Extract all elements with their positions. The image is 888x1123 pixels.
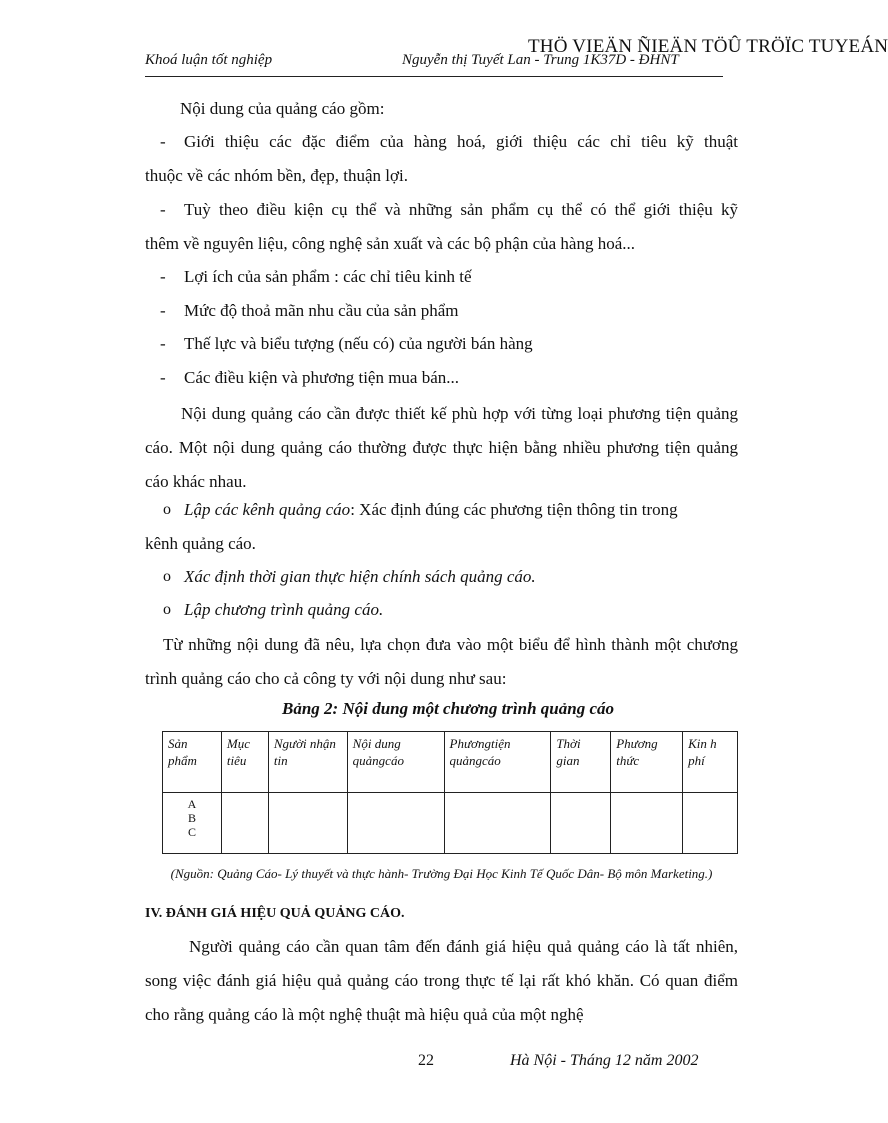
circle-item-1 — [184, 500, 738, 520]
table-row — [163, 793, 738, 854]
table-cell — [347, 793, 444, 854]
paragraph-media: Nội dung quảng cáo cần được thiết kế phù hợp với từng loại phương tiện quảng cáo. Một nội dung quảng cáo thường được thực hiện bằng nhiều phương tiện quảng cáo khác nhau. — [145, 404, 738, 491]
circle-item-1-text: : Xác định đúng các phương tiện thông tin trong — [350, 500, 678, 519]
table-cell — [551, 793, 611, 854]
table-cell — [611, 793, 683, 854]
bullet-2-line-2: thêm về nguyên liệu, công nghệ sản xuất và các bộ phận của hàng hoá... — [145, 234, 636, 253]
dash-bullet: - — [160, 267, 166, 286]
product-label: A — [187, 797, 197, 811]
bullet-1-line-2: thuộc về các nhóm bền, đẹp, thuận lợi. — [145, 166, 408, 185]
page-number: 22 — [418, 1052, 434, 1069]
table-header-cell: Kin h phí — [683, 732, 738, 793]
header-left: Khoá luận tốt nghiệp — [145, 52, 273, 68]
circle-bullet: o — [163, 568, 171, 585]
table-header-cell: Sản phẩm — [163, 732, 222, 793]
watermark-text: THÖ VIEÄN ÑIEÄN TÖÛ TRÖÏC TUYEÁN — [528, 36, 888, 57]
table-header-cell: Nội dung quảngcáo — [347, 732, 444, 793]
dash-bullet: - — [160, 200, 166, 219]
table-header-cell: Phương thức — [611, 732, 683, 793]
bullet-3: Lợi ích của sản phẩm : các chỉ tiêu kinh tế — [184, 267, 472, 286]
dash-bullet: - — [160, 334, 166, 353]
header-right: Nguyễn thị Tuyết Lan - Trung 1K37D - ĐHNT — [402, 52, 679, 68]
table-header-cell: Thời gian — [551, 732, 611, 793]
header-divider — [145, 76, 723, 77]
bullet-6: Các điều kiện và phương tiện mua bán... — [184, 368, 460, 387]
advertising-program-table — [162, 731, 738, 854]
section-heading: IV. ĐÁNH GIÁ HIỆU QUẢ QUẢNG CÁO. — [145, 906, 405, 921]
bullet-5: Thế lực và biểu tượng (nếu có) của người bán hàng — [184, 334, 533, 353]
dash-bullet: - — [160, 301, 166, 320]
table-title: Bảng 2: Nội dung một chương trình quảng cáo — [282, 699, 614, 718]
table-cell — [683, 793, 738, 854]
circle-item-1-title: Lập các kênh quảng cáo — [184, 500, 351, 519]
table-header-cell: Người nhận tin — [268, 732, 347, 793]
table-cell — [444, 793, 551, 854]
circle-bullet: o — [163, 601, 171, 618]
circle-item-2: Xác định thời gian thực hiện chính sách quảng cáo. — [184, 567, 536, 586]
bullet-4: Mức độ thoả mãn nhu cầu của sản phẩm — [184, 301, 459, 320]
bullet-2-line-1: Tuỳ theo điều kiện cụ thể và những sản phẩm cụ thể có thể giới thiệu kỹ — [184, 200, 738, 219]
bullet-1-line-1: Giới thiệu các đặc điểm của hàng hoá, giới thiệu các chỉ tiêu kỹ thuật — [184, 132, 738, 151]
paragraph-program: Từ những nội dung đã nêu, lựa chọn đưa vào một biểu để hình thành một chương trình quảng cáo cho cả công ty với nội dung như sau: — [145, 635, 738, 688]
dash-bullet: - — [160, 368, 166, 387]
table-cell — [268, 793, 347, 854]
circle-bullet: o — [163, 501, 171, 518]
product-label: C — [187, 825, 196, 839]
table-header-cell: Mục tiêu — [221, 732, 268, 793]
footer-date: Hà Nội - Tháng 12 năm 2002 — [510, 1052, 699, 1069]
circle-item-1-line-2: kênh quảng cáo. — [145, 534, 256, 553]
table-source-note: (Nguồn: Quảng Cáo- Lý thuyết và thực hành- Trường Đại Học Kinh Tế Quốc Dân- Bộ môn Marketing.) — [170, 866, 713, 881]
dash-bullet: - — [160, 132, 166, 151]
intro-line: Nội dung của quảng cáo gồm: — [180, 99, 385, 118]
paragraph-evaluation: Người quảng cáo cần quan tâm đến đánh giá hiệu quả quảng cáo là tất nhiên, song việc đánh giá hiệu quả quảng cáo trong thực tế lại rất khó khăn. Có quan điểm cho rằng quảng cáo là một nghệ thuật mà hiệu quả của một nghệ — [145, 937, 738, 1024]
table-cell — [221, 793, 268, 854]
table-header-row — [163, 732, 738, 793]
table-cell-products — [163, 793, 222, 854]
table-header-cell: Phươngtiện quảngcáo — [444, 732, 551, 793]
product-label: B — [187, 811, 196, 825]
circle-item-3: Lập chương trình quảng cáo. — [184, 600, 384, 619]
